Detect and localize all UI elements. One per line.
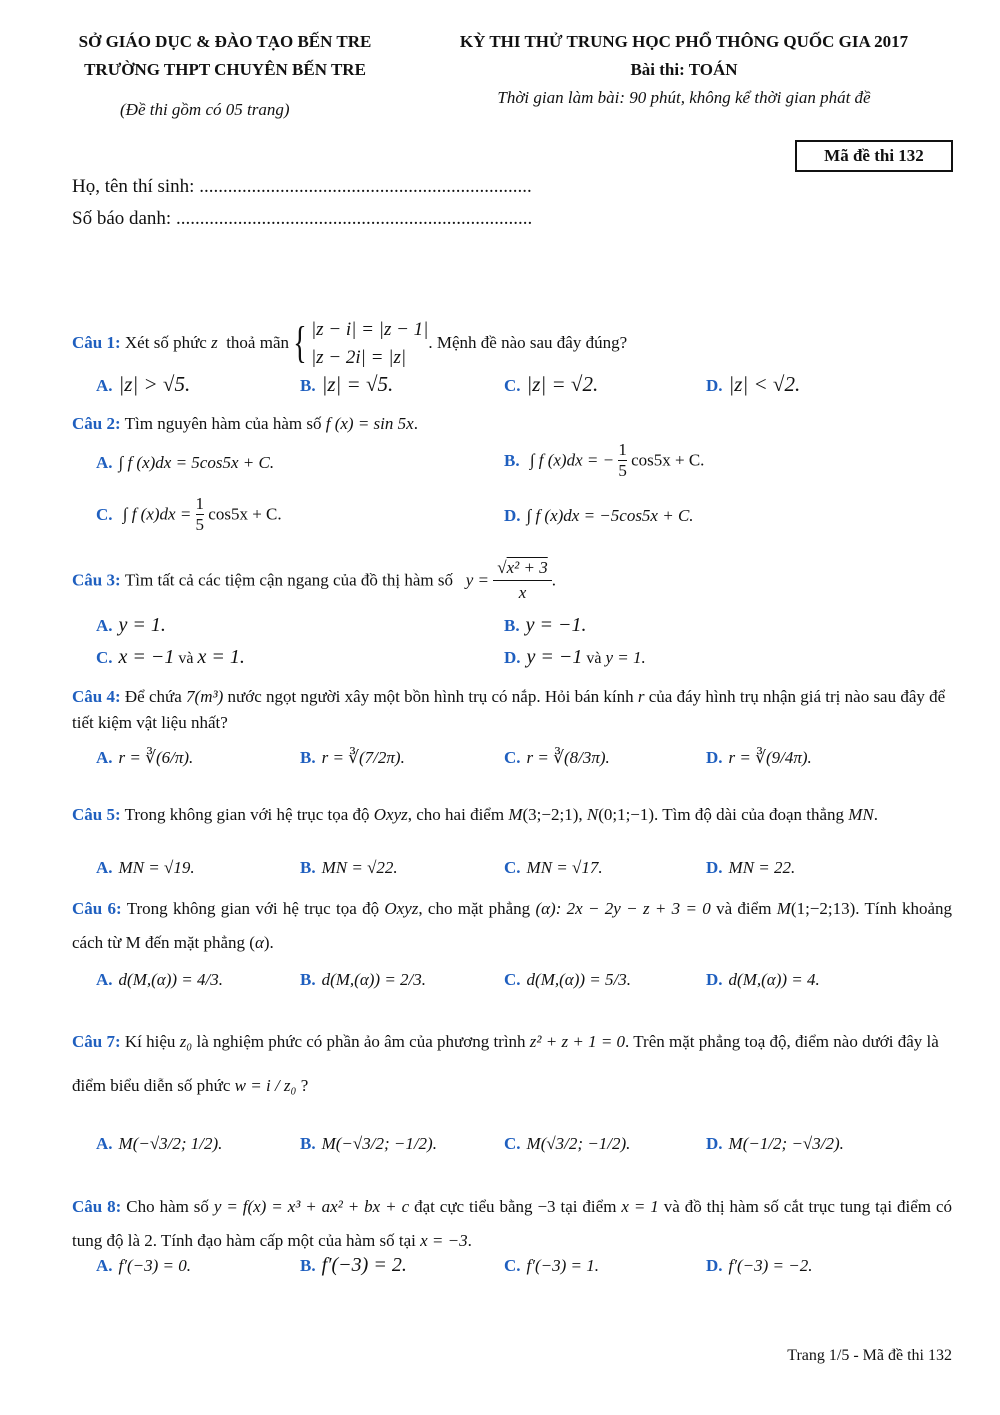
q7-option-b[interactable]: B. M(−√3/2; −1/2). [300,1134,437,1153]
q1-option-c[interactable]: C. |z| = √2. [504,372,599,396]
q2-option-a[interactable]: A. ∫ f (x)dx = 5cos5x + C. [96,453,275,472]
q8-option-d[interactable]: D. f′(−3) = −2. [706,1256,813,1275]
question-8: Câu 8: Cho hàm số y = f(x) = x³ + ax² + bx + c đạt cực tiểu bằng −3 tại điểm x = 1 và đồ thị hàm số cắt trục tung tại điểm có tung độ là 2. Tính đạo hàm cấp một của hàm số tại x = −3. [72,1197,952,1250]
question-label: Câu 7: [72,1032,121,1051]
q3-option-a[interactable]: A. y = 1. [96,614,166,636]
question-label: Câu 8: [72,1197,122,1216]
q7-option-d[interactable]: D. M(−1/2; −√3/2). [706,1134,844,1153]
question-7: Câu 7: Kí hiệu z₀ là nghiệm phức có phần ảo âm của phương trình z² + z + 1 = 0. Trên mặt phẳng toạ độ, điểm nào dưới đây là điểm biểu diễn số phức w = i / z₀ ? [72,1032,939,1095]
q8-option-b[interactable]: B. f′(−3) = 2. [300,1254,407,1276]
q2-option-b[interactable]: B. ∫ f (x)dx = − $\frac{1}{5} \cos 5x + C$. [504,440,705,480]
exam-code-box: Mã đề thi 132 [795,140,953,172]
time-note: Thời gian làm bài: 90 phút, không kể thời gian phát đề [497,88,871,107]
q4-option-b[interactable]: B. r = ∛(7/2π). [300,748,405,767]
question-2: Câu 2: Tìm nguyên hàm của hàm số f (x) = sin 5x. [72,414,418,433]
q5-option-d[interactable]: D. MN = 22. [706,858,796,877]
q8-option-a[interactable]: A. f′(−3) = 0. [96,1256,191,1275]
question-6: Câu 6: Trong không gian với hệ trục tọa độ Oxyz, cho mặt phẳng (α): 2x − 2y − z + 3 = 0 và điểm M(1;−2;13). Tính khoảng cách từ M đến mặt phẳng (α). [72,899,952,952]
question-label: Câu 3: [72,570,121,590]
question-4: Câu 4: Để chứa 7(m³) nước ngọt người xây một bồn hình trụ có nắp. Hỏi bán kính r của đáy hình trụ nhận giá trị nào sau đây để tiết kiệm vật liệu nhất? [72,687,946,732]
q6-option-a[interactable]: A. d(M,(α)) = 4/3. [96,970,223,989]
question-label: Câu 4: [72,687,121,706]
candidate-name-field: Họ, tên thí sinh: ...................................................................... [72,176,532,197]
q3-option-b[interactable]: B. y = −1. [504,614,587,636]
page-footer: Trang 1/5 - Mã đề thi 132 [787,1347,952,1364]
subject: Bài thi: TOÁN [630,60,738,79]
q7-option-c[interactable]: C. M(√3/2; −1/2). [504,1134,631,1153]
department-name: SỞ GIÁO DỤC & ĐÀO TẠO BẾN TRE [78,32,372,51]
question-label: Câu 6: [72,899,122,918]
pages-note: (Đề thi gồm có 05 trang) [120,100,290,119]
q3-option-c[interactable]: C. x = −1 và x = 1. [96,646,245,668]
q1-option-d[interactable]: D. |z| < √2. [706,372,801,396]
question-3: Câu 3: Tìm tất cả các tiệm cận ngang của đồ thị hàm số y = $\frac{\text{√x² + 3}}{x}$. [72,558,556,602]
q5-option-b[interactable]: B. MN = √22. [300,858,398,877]
exam-title: KỲ THI THỬ TRUNG HỌC PHỔ THÔNG QUỐC GIA 2017 [459,32,909,51]
q3-option-d[interactable]: D. y = −1 và y = 1. [504,646,646,668]
question-label: Câu 1: [72,332,121,352]
q8-option-c[interactable]: C. f′(−3) = 1. [504,1256,599,1275]
q6-option-b[interactable]: B. d(M,(α)) = 2/3. [300,970,427,989]
q1-option-b[interactable]: B. |z| = √5. [300,372,394,396]
q2-option-c[interactable]: C. ∫ f (x)dx = $\frac{1}{5} \cos 5x + C$. [96,494,282,534]
q6-option-d[interactable]: D. d(M,(α)) = 4. [706,970,820,989]
q7-option-a[interactable]: A. M(−√3/2; 1/2). [96,1134,223,1153]
question-5: Câu 5: Trong không gian với hệ trục tọa độ Oxyz, cho hai điểm M(3;−2;1), N(0;1;−1). Tìm độ dài của đoạn thẳng MN. [72,805,879,824]
candidate-id-field: Số báo danh: ........................................................................... [72,208,533,229]
question-label: Câu 5: [72,805,121,824]
q5-option-c[interactable]: C. MN = √17. [504,858,603,877]
q4-option-a[interactable]: A. r = ∛(6/π). [96,748,194,767]
question-1: Câu 1: Xét số phức z thoả mãn { |z − i| = |z − 1| |z − 2i| = |z|. Mệnh đề nào sau đây đúng? [72,318,628,368]
q4-option-d[interactable]: D. r = ∛(9/4π). [706,748,812,767]
q5-option-a[interactable]: A. MN = √19. [96,858,195,877]
school-name: TRƯỜNG THPT CHUYÊN BẾN TRE [84,60,366,79]
q2-option-d[interactable]: D. ∫ f (x)dx = −5cos5x + C. [504,506,694,525]
q6-option-c[interactable]: C. d(M,(α)) = 5/3. [504,970,631,989]
question-label: Câu 2: [72,414,121,433]
q1-option-a[interactable]: A. |z| > √5. [96,372,191,396]
q4-option-c[interactable]: C. r = ∛(8/3π). [504,748,610,767]
